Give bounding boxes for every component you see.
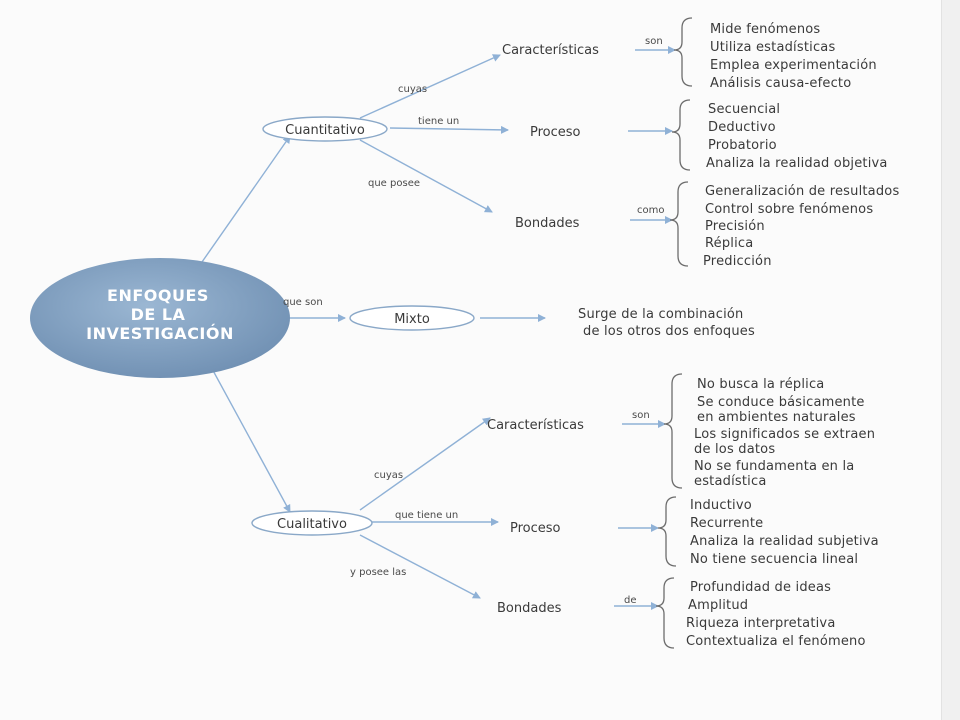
cual-bond-item: Contextualiza el fenómeno (686, 634, 866, 649)
brace-cual-car (664, 374, 682, 488)
cuant-car-items (710, 22, 877, 91)
cual-car-item: estadística (694, 474, 767, 489)
node-mixto (350, 306, 474, 330)
conn-cuant-bond: que posee (368, 178, 420, 189)
root-line-3: INVESTIGACIÓN (86, 324, 234, 343)
conn-root-mixto: que son (283, 297, 323, 308)
cual-proc-item: Analiza la realidad subjetiva (690, 534, 879, 549)
mixto-desc-line-1: Surge de la combinación (578, 307, 744, 322)
cualitativo-label: Cualitativo (277, 517, 347, 532)
cual-car-item: de los datos (694, 442, 776, 457)
mixto-label: Mixto (394, 312, 430, 327)
cual-car-item: Se conduce básicamente (697, 395, 865, 410)
cuantitativo-label: Cuantitativo (285, 123, 365, 138)
cual-bond-item: Riqueza interpretativa (686, 616, 836, 631)
cual-car-item: Los significados se extraen (694, 427, 876, 442)
cual-proc-label: Proceso (510, 521, 561, 536)
cual-proc-item: Inductivo (690, 498, 752, 513)
edge-cuant-proc (390, 128, 508, 130)
cuant-proc-item: Deductivo (708, 120, 776, 135)
cual-proc-item: Recurrente (690, 516, 764, 531)
conn-cual-car-items: son (632, 410, 650, 421)
cual-car-item: No busca la réplica (697, 377, 825, 392)
edge-cuant-bond (360, 140, 492, 212)
edge-cuant-car (360, 55, 500, 118)
cual-car-item: No se fundamenta en la (694, 459, 855, 474)
brace-cuant-car (674, 18, 692, 86)
cual-proc-items (690, 498, 879, 567)
cuant-car-label: Características (502, 43, 599, 58)
brace-cual-proc (658, 497, 676, 566)
root-node (30, 258, 290, 378)
brace-cuant-proc (672, 100, 690, 170)
cuant-bond-item: Réplica (705, 236, 754, 251)
brace-cual-bond (656, 578, 674, 648)
cuant-bond-items (703, 184, 899, 269)
cuant-proc-item: Secuencial (708, 102, 781, 117)
cual-bond-item: Profundidad de ideas (690, 580, 832, 595)
conn-cuant-bond-items: como (637, 205, 665, 216)
cual-bond-item: Amplitud (688, 598, 749, 613)
cuant-car-item: Mide fenómenos (710, 22, 821, 37)
cuant-proc-item: Analiza la realidad objetiva (706, 156, 888, 171)
cuant-bond-item: Control sobre fenómenos (705, 202, 874, 217)
edge-root-cualitativo (210, 365, 290, 512)
conn-cuant-proc: tiene un (418, 116, 460, 127)
cual-car-item: en ambientes naturales (697, 410, 856, 425)
mixto-desc-line-2: de los otros dos enfoques (583, 324, 755, 339)
node-cuantitativo (263, 117, 387, 141)
root-line-2: DE LA (130, 305, 186, 324)
cuant-bond-item: Precisión (705, 219, 765, 234)
conn-cuant-car-items: son (645, 36, 663, 47)
cuant-proc-label: Proceso (530, 125, 581, 140)
cuant-car-item: Emplea experimentación (710, 58, 877, 73)
edge-cual-car (360, 418, 490, 510)
cuant-proc-items (706, 102, 888, 171)
cual-proc-item: No tiene secuencia lineal (690, 552, 859, 567)
cual-car-label: Características (487, 418, 584, 433)
cuant-bond-label: Bondades (515, 216, 580, 231)
conn-cual-car: cuyas (374, 470, 404, 481)
conn-cual-bond: y posee las (350, 567, 407, 578)
cuant-car-item: Utiliza estadísticas (710, 40, 836, 55)
brace-cuant-bond (670, 182, 688, 266)
cuant-bond-item: Generalización de resultados (705, 184, 900, 199)
cuant-proc-item: Probatorio (708, 138, 777, 153)
cuant-bond-item: Predicción (703, 254, 772, 269)
cual-bond-items (686, 580, 866, 649)
conn-cual-bond-items: de (624, 595, 637, 606)
edge-root-cuantitativo (195, 136, 290, 272)
root-line-1: ENFOQUES (107, 286, 209, 305)
page-edge-strip (941, 0, 960, 720)
conn-cuant-car: cuyas (398, 84, 428, 95)
conn-cual-proc: que tiene un (395, 510, 459, 521)
node-cualitativo (252, 511, 372, 535)
cuant-car-item: Análisis causa-efecto (710, 76, 852, 91)
cual-bond-label: Bondades (497, 601, 562, 616)
cual-car-items (694, 377, 875, 489)
